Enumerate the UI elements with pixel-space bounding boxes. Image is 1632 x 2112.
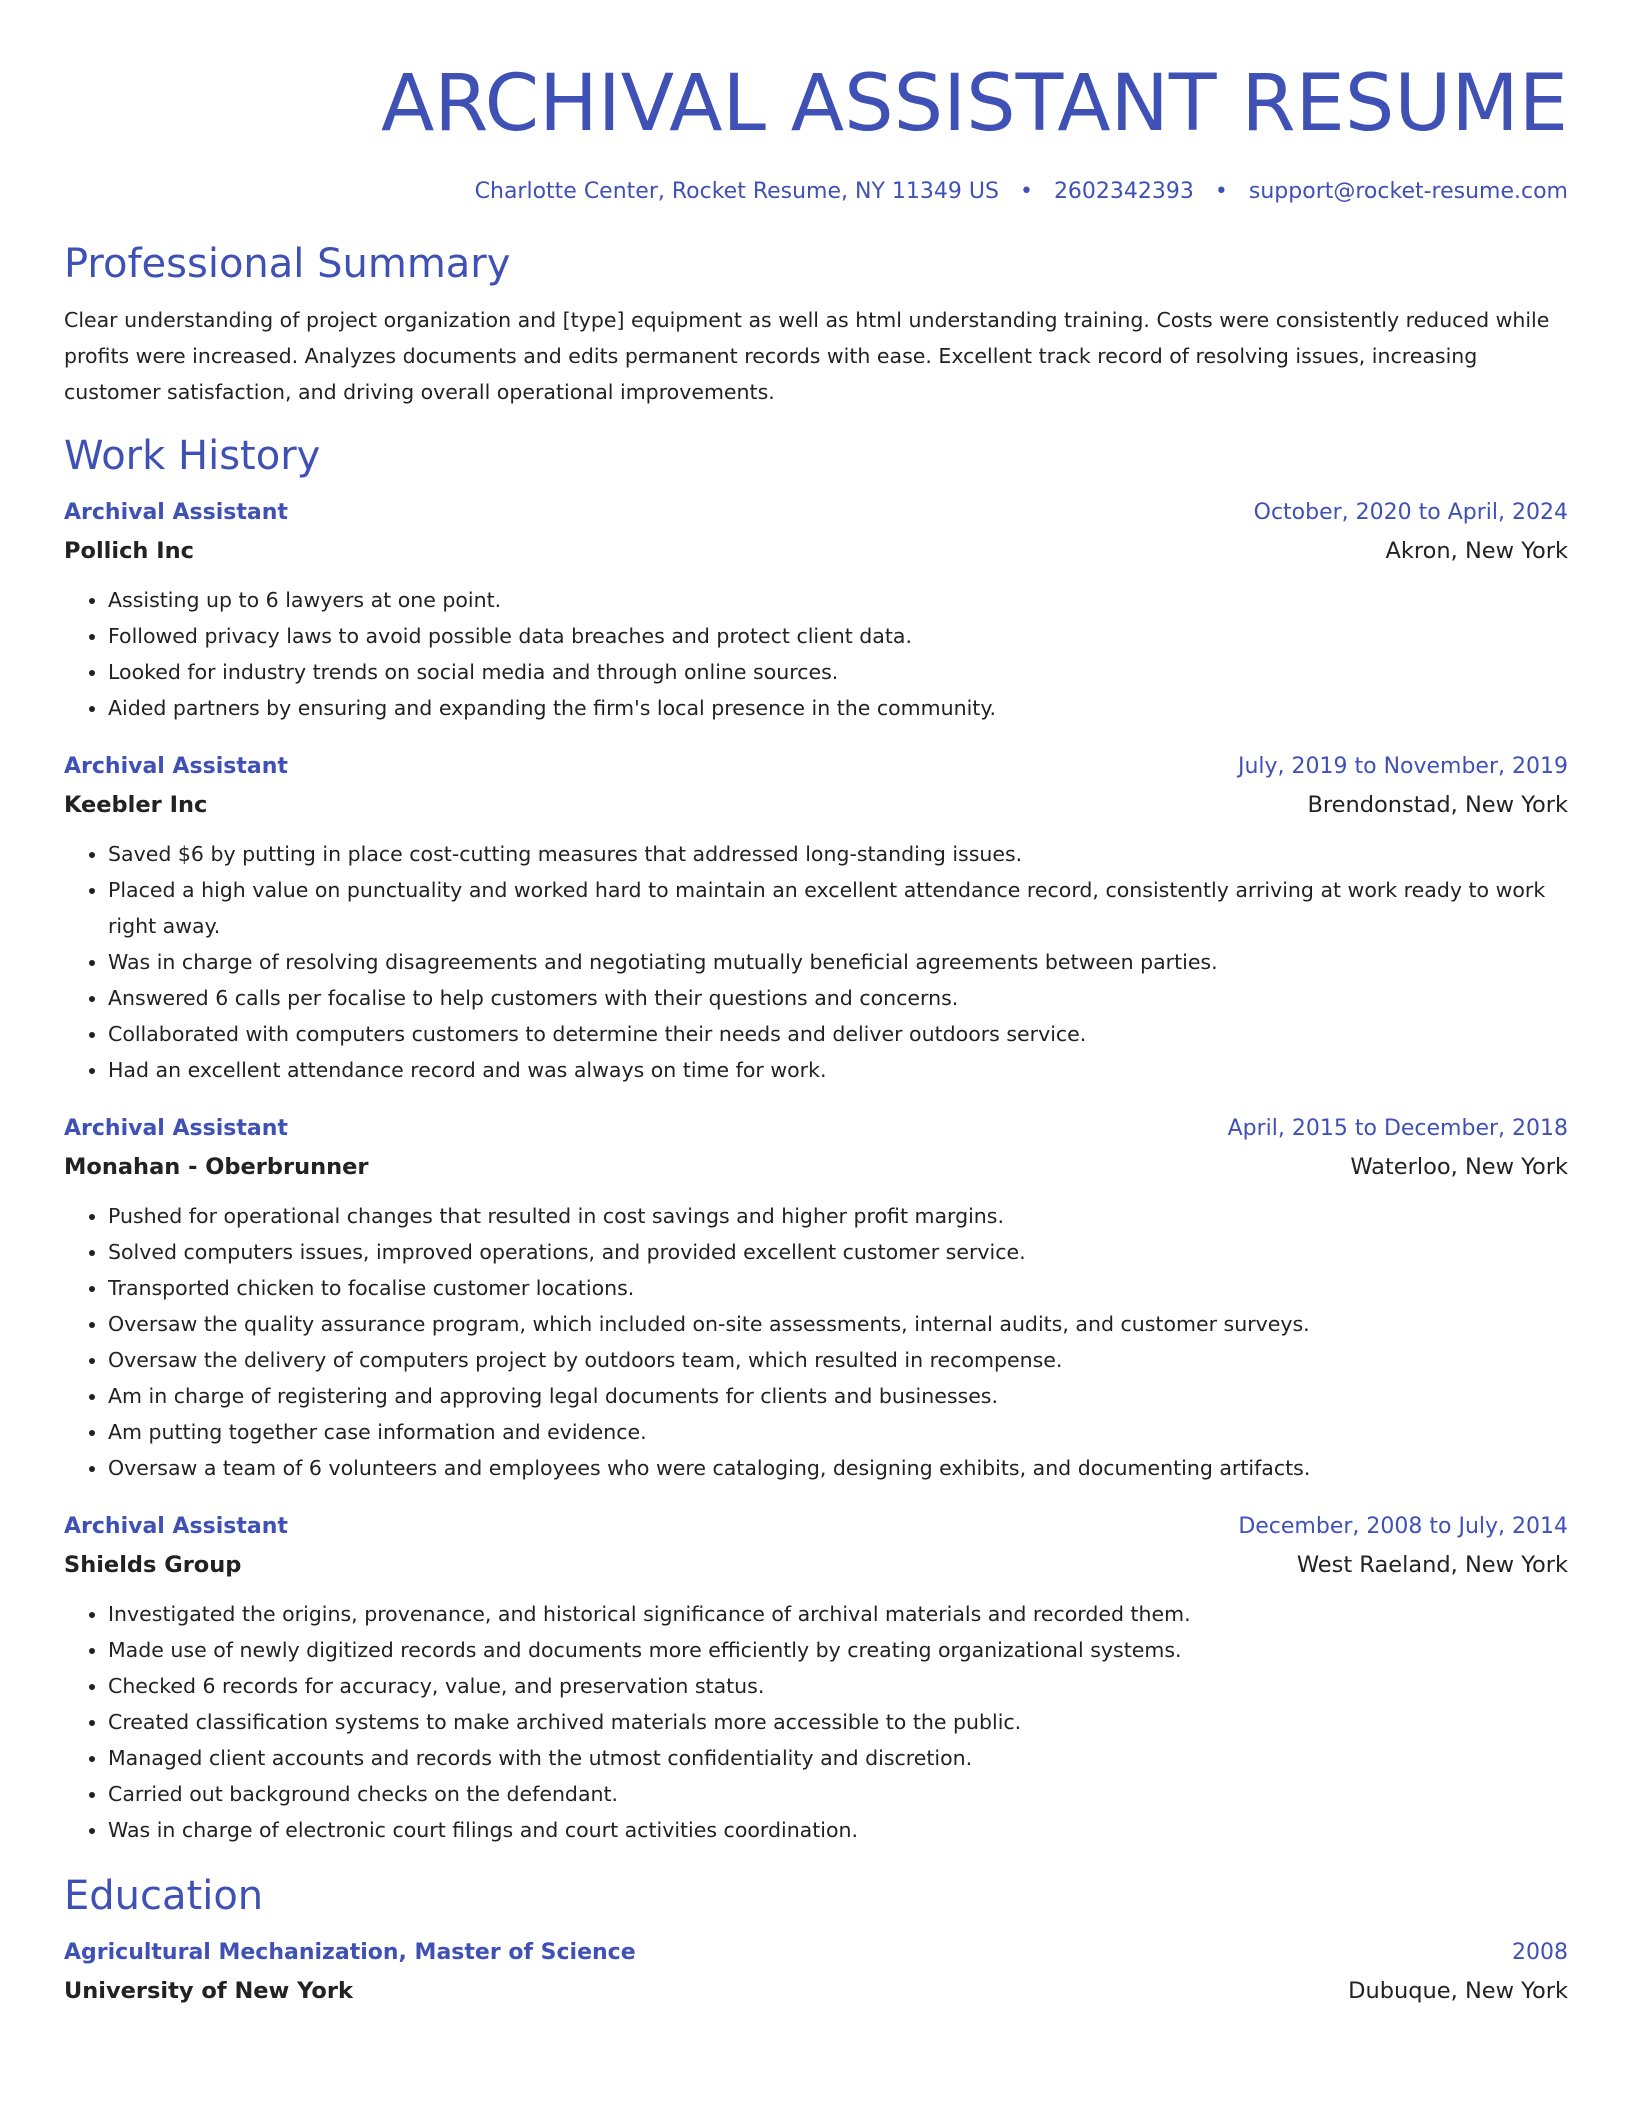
bullet-item: • Oversaw the delivery of computers project by outdoors team, which resulted in recompense.: [108, 1342, 1568, 1378]
job-entry: [64, 1110, 1568, 1486]
job-dates: April, 2015 to December, 2018: [1227, 1116, 1568, 1141]
bullet-item: • Placed a high value on punctuality and worked hard to maintain an excellent attendance record, consistently arriving at work ready to work right away.: [108, 872, 1568, 944]
bullet-item: • Looked for industry trends on social media and through online sources.: [108, 654, 1568, 690]
bullet-item: • Followed privacy laws to avoid possible data breaches and protect client data.: [108, 618, 1568, 654]
bullet-item: • Am putting together case information and evidence.: [108, 1414, 1568, 1450]
contact-line: [64, 176, 1568, 208]
bullet-item: • Answered 6 calls per focalise to help customers with their questions and concerns.: [108, 980, 1568, 1016]
company-name: Monahan - Oberbrunner: [64, 1154, 369, 1180]
resume-page: [64, 0, 1568, 2010]
job-bullets: [64, 836, 1568, 1088]
resume-header: [64, 0, 1568, 208]
job-location: West Raeland, New York: [1296, 1552, 1568, 1578]
education-heading: Education: [64, 1873, 264, 1919]
bullet-item: • Investigated the origins, provenance, and historical significance of archival materials and recorded them.: [108, 1596, 1568, 1632]
bullet-item: • Oversaw a team of 6 volunteers and employees who were cataloging, designing exhibits, and documenting artifacts.: [108, 1450, 1568, 1486]
bullet-item: • Solved computers issues, improved operations, and provided excellent customer service.: [108, 1234, 1568, 1270]
summary-text: Clear understanding of project organization and [type] equipment as well as html understanding training. Costs were consistently reduced while profits were increased. Analyzes documents and edits permanent records with ease. Excellent track record of resolving issues, increasing customer satisfaction, and driving overall operational improvements.: [64, 308, 1550, 404]
job-title: Archival Assistant: [64, 500, 288, 525]
bullet-item: • Was in charge of resolving disagreements and negotiating mutually beneficial agreements between parties.: [108, 944, 1568, 980]
email: support@rocket-resume.com: [1248, 179, 1568, 204]
job-bullets: [64, 1596, 1568, 1848]
bullet-item: • Assisting up to 6 lawyers at one point.: [108, 582, 1568, 618]
school-location: Dubuque, New York: [1348, 1978, 1568, 2004]
work-history-heading: Work History: [64, 433, 321, 479]
bullet-item: • Oversaw the quality assurance program, which included on-site assessments, internal audits, and customer surveys.: [108, 1306, 1568, 1342]
summary-heading: Professional Summary: [64, 241, 511, 287]
bullet-item: • Collaborated with computers customers to determine their needs and deliver outdoors service.: [108, 1016, 1568, 1052]
bullet-item: • Pushed for operational changes that resulted in cost savings and higher profit margins.: [108, 1198, 1568, 1234]
bullet-item: • Made use of newly digitized records and documents more efficiently by creating organizational systems.: [108, 1632, 1568, 1668]
company-name: Shields Group: [64, 1552, 242, 1578]
job-title: Archival Assistant: [64, 1116, 288, 1141]
job-entry: [64, 748, 1568, 1088]
job-bullets: [64, 582, 1568, 726]
job-location: Waterloo, New York: [1350, 1154, 1568, 1180]
bullet-item: • Saved $6 by putting in place cost-cutting measures that addressed long-standing issues.: [108, 836, 1568, 872]
bullet-item: • Managed client accounts and records with the utmost confidentiality and discretion.: [108, 1740, 1568, 1776]
company-name: Pollich Inc: [64, 538, 195, 564]
bullet-item: • Carried out background checks on the defendant.: [108, 1776, 1568, 1812]
bullet-item: • Had an excellent attendance record and was always on time for work.: [108, 1052, 1568, 1088]
job-title: Archival Assistant: [64, 754, 288, 779]
bullet-item: • Aided partners by ensuring and expanding the firm's local presence in the community.: [108, 690, 1568, 726]
address: Charlotte Center, Rocket Resume, NY 11349 US: [474, 179, 999, 204]
job-entry: [64, 494, 1568, 726]
resume-title: ARCHIVAL ASSISTANT RESUME: [380, 59, 1568, 149]
bullet-item: • Checked 6 records for accuracy, value, and preservation status.: [108, 1668, 1568, 1704]
job-bullets: [64, 1198, 1568, 1486]
education-entry: [64, 1934, 1568, 2010]
phone: 2602342393: [1053, 179, 1194, 204]
job-dates: October, 2020 to April, 2024: [1253, 500, 1568, 525]
bullet-item: • Created classification systems to make archived materials more accessible to the public.: [108, 1704, 1568, 1740]
separator: •: [1214, 179, 1228, 204]
job-entry: [64, 1508, 1568, 1848]
company-name: Keebler Inc: [64, 792, 208, 818]
job-location: Akron, New York: [1385, 538, 1568, 564]
job-dates: December, 2008 to July, 2014: [1238, 1514, 1568, 1539]
degree: Agricultural Mechanization, Master of Science: [64, 1940, 636, 1965]
bullet-item: • Am in charge of registering and approving legal documents for clients and businesses.: [108, 1378, 1568, 1414]
job-title: Archival Assistant: [64, 1514, 288, 1539]
bullet-item: • Was in charge of electronic court filings and court activities coordination.: [108, 1812, 1568, 1848]
graduation-year: 2008: [1512, 1940, 1568, 1965]
separator: •: [1019, 179, 1033, 204]
job-dates: July, 2019 to November, 2019: [1237, 754, 1568, 779]
job-location: Brendonstad, New York: [1307, 792, 1568, 818]
bullet-item: • Transported chicken to focalise customer locations.: [108, 1270, 1568, 1306]
school-name: University of New York: [64, 1978, 353, 2004]
